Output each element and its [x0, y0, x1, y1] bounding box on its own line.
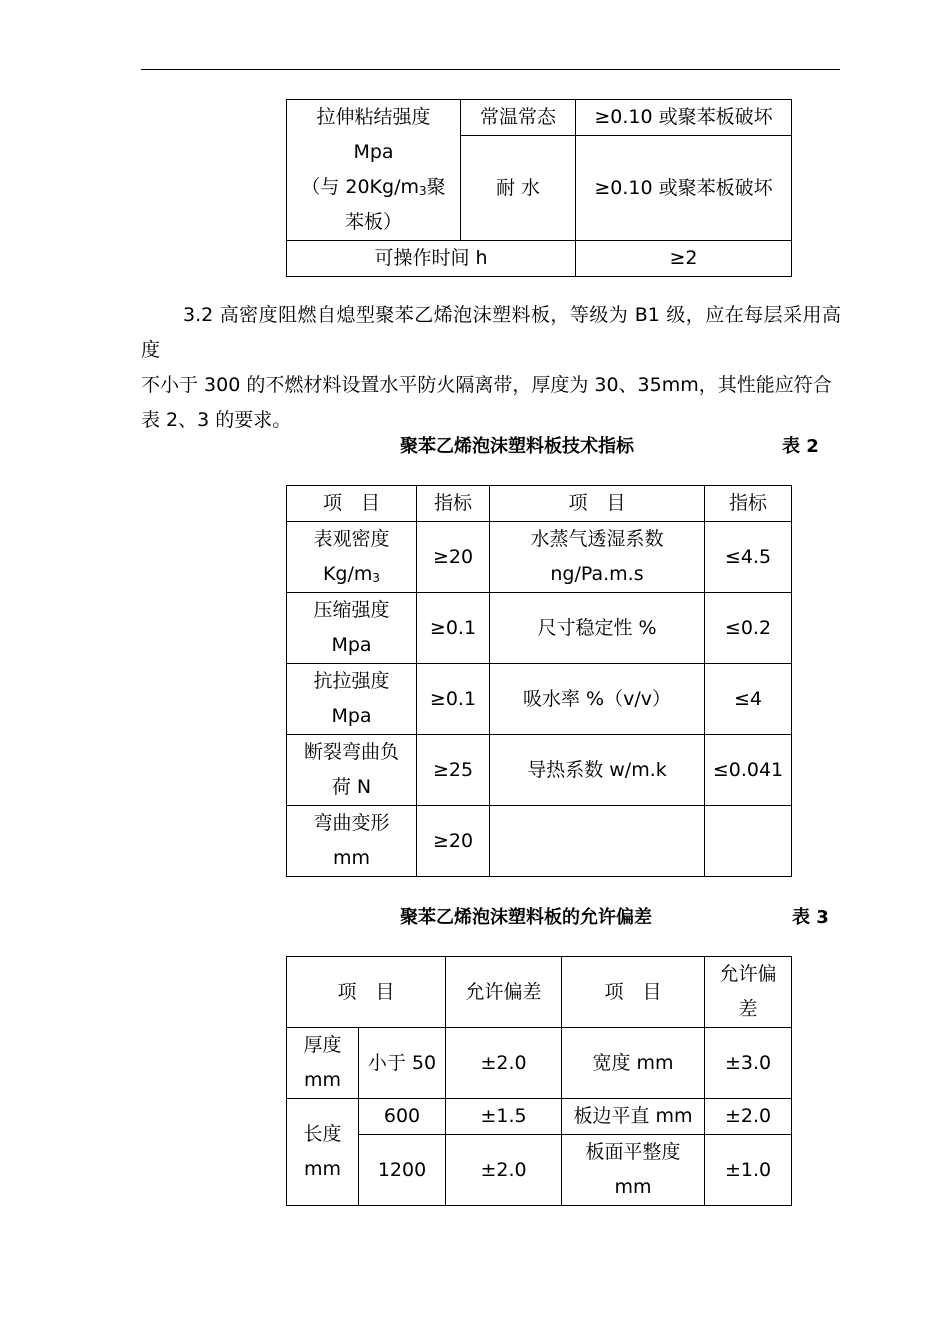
spec-value: ≥25 — [417, 735, 490, 806]
tolerance-header-item-2: 项 目 — [562, 957, 705, 1028]
table3-number: 表 3 — [792, 907, 829, 928]
width-label: 宽度 mm — [562, 1028, 705, 1099]
spec-item: 弯曲变形 mm — [287, 806, 417, 877]
technical-spec-table — [286, 485, 792, 877]
table-row — [287, 806, 792, 877]
table-row — [287, 593, 792, 664]
table3-caption: 聚苯乙烯泡沫塑料板的允许偏差 — [400, 907, 652, 928]
bond-strength-note: （与 $20Kg/m_3$聚 — [301, 176, 446, 198]
length-label: 长度 mm — [287, 1099, 359, 1206]
spec-value: ≥20 — [417, 522, 490, 593]
spec-header-value-2: 指标 — [705, 486, 792, 522]
spec-value: ≤4 — [705, 664, 792, 735]
bond-strength-table — [286, 99, 792, 277]
table-row — [287, 1028, 792, 1099]
flatness-tolerance: ±1.0 — [705, 1135, 792, 1206]
thickness-condition: 小于 50 — [359, 1028, 446, 1099]
thickness-tolerance: ±2.0 — [446, 1028, 562, 1099]
spec-item — [490, 806, 705, 877]
bond-strength-unit: Mpa — [353, 141, 394, 163]
table2-caption: 聚苯乙烯泡沫塑料板技术指标 — [400, 436, 634, 457]
spec-value: ≤4.5 — [705, 522, 792, 593]
length-600-tolerance: ±1.5 — [446, 1099, 562, 1135]
spec-item: 断裂弯曲负 荷 N — [287, 735, 417, 806]
section-paragraph — [141, 298, 841, 438]
paragraph-line-1: 3.2 高密度阻燃自熄型聚苯乙烯泡沫塑料板，等级为 B1 级，应在每层采用高度 — [141, 304, 841, 361]
length-1200: 1200 — [359, 1135, 446, 1206]
spec-item: 尺寸稳定性 % — [490, 593, 705, 664]
header-rule — [141, 69, 840, 70]
spec-value: ≤0.041 — [705, 735, 792, 806]
spec-item: 抗拉强度 Mpa — [287, 664, 417, 735]
spec-value: ≥20 — [417, 806, 490, 877]
tolerance-header-item: 项 目 — [287, 957, 446, 1028]
spec-item: 表观密度 $Kg/m_3$ — [287, 522, 417, 593]
tolerance-table — [286, 956, 792, 1206]
spec-header-item-2: 项 目 — [490, 486, 705, 522]
spec-value: ≥0.1 — [417, 593, 490, 664]
table2-number: 表 2 — [782, 436, 819, 457]
spec-value: ≥0.1 — [417, 664, 490, 735]
bond-strength-label-cell — [287, 100, 461, 241]
spec-item: 水蒸气透湿系数 ng/Pa.m.s — [490, 522, 705, 593]
length-600: 600 — [359, 1099, 446, 1135]
table-row — [287, 1135, 792, 1206]
table-row — [287, 735, 792, 806]
value-water: ≥0.10 或聚苯板破坏 — [576, 136, 792, 241]
length-1200-tolerance: ±2.0 — [446, 1135, 562, 1206]
bond-strength-label: 拉伸粘结强度 — [316, 106, 431, 128]
table-row — [287, 664, 792, 735]
condition-normal: 常温常态 — [461, 100, 576, 136]
spec-header-item-1: 项 目 — [287, 486, 417, 522]
thickness-label: 厚度 mm — [287, 1028, 359, 1099]
operable-time-label: 可操作时间 h — [287, 241, 576, 277]
spec-value: ≤0.2 — [705, 593, 792, 664]
spec-value — [705, 806, 792, 877]
condition-water: 耐 水 — [461, 136, 576, 241]
table-row — [287, 522, 792, 593]
tolerance-header-value-2: 允许偏 差 — [705, 957, 792, 1028]
edge-straightness-tolerance: ±2.0 — [705, 1099, 792, 1135]
operable-time-value: ≥2 — [576, 241, 792, 277]
paragraph-line-2: 不小于 300 的不燃材料设置水平防火隔离带，厚度为 30、35mm，其性能应符合 — [141, 374, 832, 396]
width-tolerance: ±3.0 — [705, 1028, 792, 1099]
flatness-label: 板面平整度 mm — [562, 1135, 705, 1206]
spec-item: 压缩强度 Mpa — [287, 593, 417, 664]
spec-item: 吸水率 %（v/v） — [490, 664, 705, 735]
value-normal: ≥0.10 或聚苯板破坏 — [576, 100, 792, 136]
tolerance-header-value: 允许偏差 — [446, 957, 562, 1028]
paragraph-line-3: 表 2、3 的要求。 — [141, 409, 292, 431]
edge-straightness-label: 板边平直 mm — [562, 1099, 705, 1135]
spec-item: 导热系数 w/m.k — [490, 735, 705, 806]
table-row — [287, 1099, 792, 1135]
spec-header-value-1: 指标 — [417, 486, 490, 522]
bond-strength-note-line2: 苯板） — [344, 211, 402, 233]
